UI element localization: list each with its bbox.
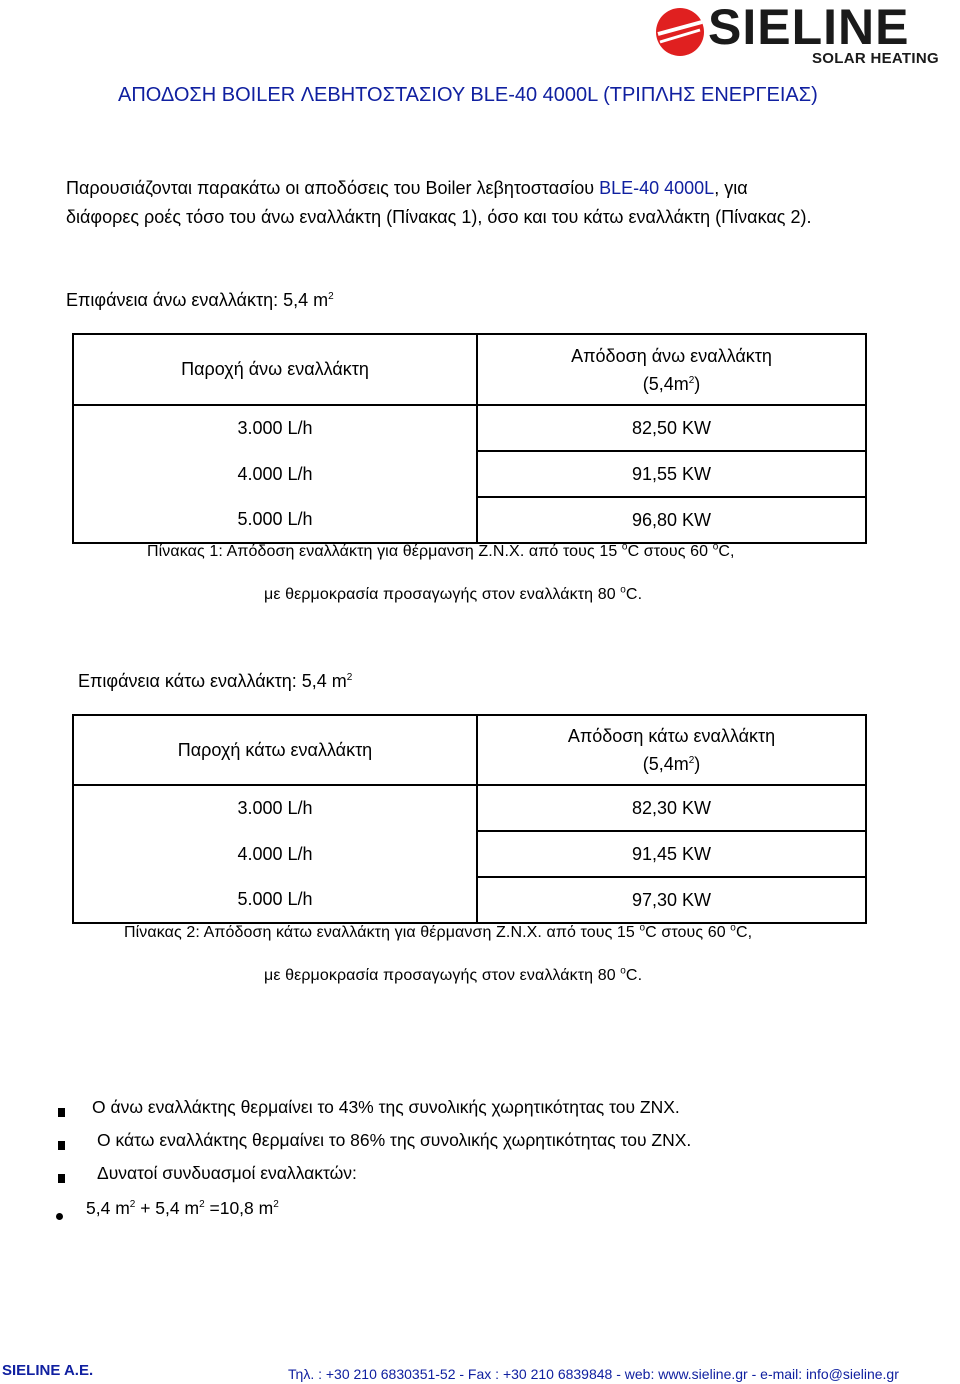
table1-power-cell: 91,55 KW xyxy=(477,451,866,497)
table1-header-flow: Παροχή άνω εναλλάκτη xyxy=(73,334,477,405)
table2-caption: Πίνακας 2: Απόδοση κάτω εναλλάκτη για θέρμανση Ζ.Ν.Χ. από τους 15 $^o$C στους 60 $^o$C, xyxy=(124,922,753,941)
table1-surface-label: Επιφάνεια άνω εναλλάκτη: 5,4 $m^2$ xyxy=(66,290,334,310)
footer-contact: Τηλ. : +30 210 6830351-52 - Fax : +30 210 6839848 - web: www.sieline.gr - e-mail: info@sieline.gr xyxy=(288,1366,899,1382)
table1-caption-line2: με θερμοκρασία προσαγωγής στον εναλλάκτη 80 $^o$C. xyxy=(264,584,643,603)
table2-header-performance: Απόδοση κάτω εναλλάκτη $(5,4m^2)$ xyxy=(477,715,866,785)
intro-line-2: διάφορες ροές τόσο του άνω εναλλάκτη (Πίνακας 1), όσο και του κάτω εναλλάκτη (Πίνακας 2). xyxy=(66,207,812,227)
table1-caption: Πίνακας 1: Απόδοση εναλλάκτη για θέρμανση Ζ.Ν.Χ. από τους 15 $^o$C στους 60 $^o$C, xyxy=(147,541,735,560)
table1 xyxy=(72,333,867,544)
round-bullet-icon xyxy=(56,1207,63,1225)
table1-header-performance: Απόδοση άνω εναλλάκτη $(5,4m^2)$ xyxy=(477,334,866,405)
bullet-item: Δυνατοί συνδυασμοί εναλλακτών: xyxy=(97,1163,357,1183)
square-bullet-icon xyxy=(58,1104,65,1122)
footer-company: SIELINE A.E. xyxy=(2,1362,94,1379)
table2 xyxy=(72,714,867,924)
square-bullet-icon xyxy=(58,1170,65,1188)
page-title: ΑΠΟΔΟΣΗ BOILER ΛΕΒΗΤΟΣΤΑΣΙΟΥ BLE-40 4000L (ΤΡΙΠΛΗΣ ΕΝΕΡΓΕΙΑΣ) xyxy=(118,84,818,106)
logo-wordmark: SIELINE xyxy=(708,0,910,55)
table2-surface-label: Επιφάνεια κάτω εναλλάκτη: 5,4 $m^2$ xyxy=(78,671,353,691)
table2-flow-cell: 3.000 L/h xyxy=(73,785,477,831)
bullet-item: Ο κάτω εναλλάκτης θερμαίνει το 86% της συνολικής χωρητικότητας του ΖΝΧ. xyxy=(97,1130,692,1150)
intro-line-1: Παρουσιάζονται παρακάτω οι αποδόσεις του Boiler λεβητοστασίου BLE-40 4000L, για xyxy=(66,178,748,198)
square-bullet-icon xyxy=(58,1137,65,1155)
table2-flow-cell: 4.000 L/h xyxy=(73,831,477,877)
table1-power-cell: 96,80 KW xyxy=(477,497,866,543)
model-name: BLE-40 4000L xyxy=(599,178,715,198)
combination-formula: 5,4 $m^2 + 5,4$ $m^2 =10,8$ $m^2$ xyxy=(86,1198,279,1218)
table2-power-cell: 91,45 KW xyxy=(477,831,866,877)
table2-header-flow: Παροχή κάτω εναλλάκτη xyxy=(73,715,477,785)
table2-caption-line2: με θερμοκρασία προσαγωγής στον εναλλάκτη 80 $^o$C. xyxy=(264,965,643,984)
table1-power-cell: 82,50 KW xyxy=(477,405,866,451)
table2-power-cell: 97,30 KW xyxy=(477,877,866,923)
table2-power-cell: 82,30 KW xyxy=(477,785,866,831)
table1-flow-cell: 3.000 L/h xyxy=(73,405,477,451)
table1-flow-cell: 5.000 L/h xyxy=(73,497,477,543)
logo-tagline: SOLAR HEATING xyxy=(812,50,939,67)
table2-flow-cell: 5.000 L/h xyxy=(73,877,477,923)
sun-logo-icon xyxy=(654,6,706,58)
bullet-item: Ο άνω εναλλάκτης θερμαίνει το 43% της συνολικής χωρητικότητας του ΖΝΧ. xyxy=(92,1097,680,1117)
intro-paragraph xyxy=(66,174,866,232)
table1-flow-cell: 4.000 L/h xyxy=(73,451,477,497)
